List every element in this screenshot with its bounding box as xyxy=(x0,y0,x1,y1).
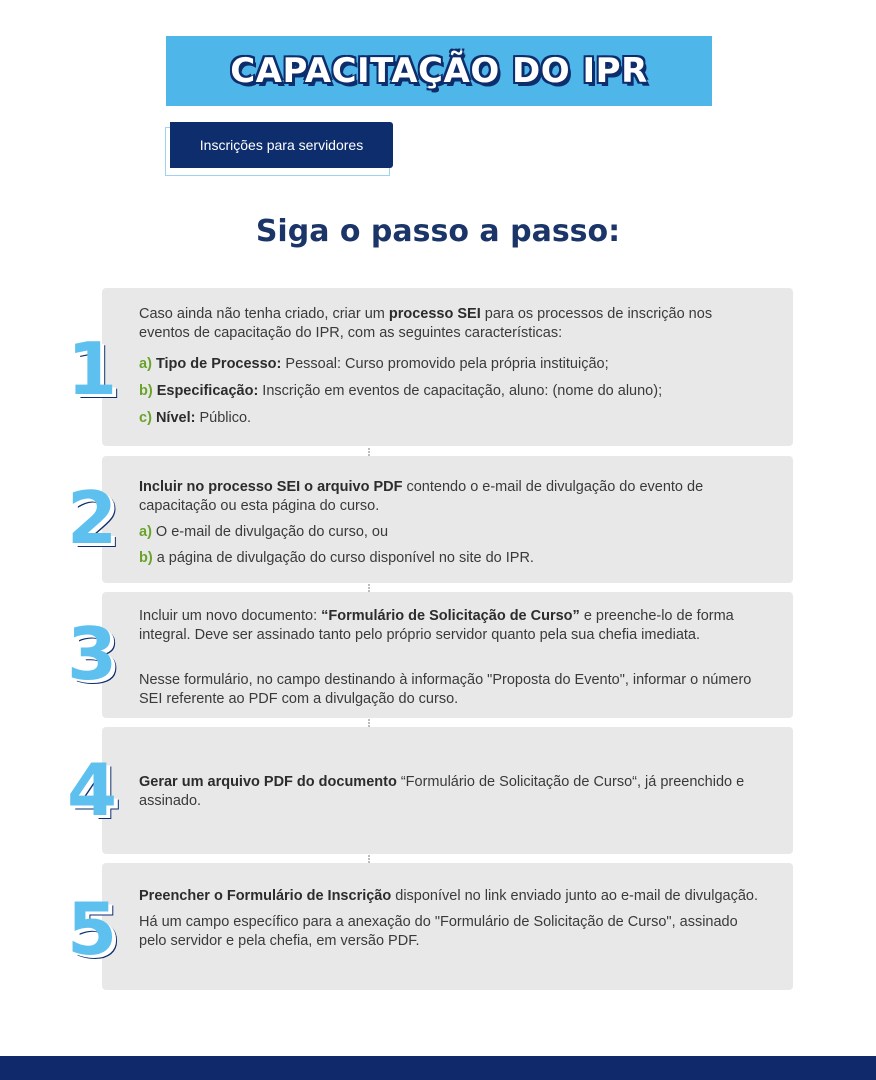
footer-bar xyxy=(0,1056,876,1080)
step-5-card xyxy=(102,863,793,990)
step-3-number: 3 xyxy=(66,612,118,696)
step-3-card xyxy=(102,592,793,718)
dotted-connector xyxy=(368,448,372,456)
subtitle-text: Inscrições para servidores xyxy=(199,137,364,153)
step-5-paragraph-2: Há um campo específico para a anexação do "Formulário de Solicitação de Curso", assinado pelo servidor e pela chefia, em versão PDF. xyxy=(139,914,738,949)
dotted-connector xyxy=(368,855,372,863)
step-5-number: 5 xyxy=(66,887,118,971)
step-1-item-b: b) Especificação: Inscrição em eventos de capacitação, aluno: (nome do aluno); xyxy=(139,383,663,399)
step-2-number: 2 xyxy=(66,476,118,560)
title-banner xyxy=(166,36,712,106)
steps-heading: Siga o passo a passo: xyxy=(255,214,621,249)
step-4-paragraph: Gerar um arquivo PDF do documento “Formulário de Solicitação de Curso“, já preenchido e assinado. xyxy=(139,774,745,809)
step-4-card xyxy=(102,727,793,854)
step-3-paragraph-1: Incluir um novo documento: “Formulário de Solicitação de Curso” e preenche-lo de forma integral. Deve ser assinado tanto pelo próprio servidor quanto pela sua chefia imediata. xyxy=(139,608,734,643)
step-1-intro: Caso ainda não tenha criado, criar um processo SEI para os processos de inscrição nos eventos de capacitação do IPR, com as seguintes características: xyxy=(139,306,713,341)
step-2-item-b: b) a página de divulgação do curso disponível no site do IPR. xyxy=(139,550,534,566)
dotted-connector xyxy=(368,719,372,727)
step-5-paragraph-1: Preencher o Formulário de Inscrição disponível no link enviado junto ao e-mail de divulgação. xyxy=(139,888,758,904)
step-3-paragraph-2: Nesse formulário, no campo destinando à informação "Proposta do Evento", informar o número SEI referente ao PDF com a divulgação do curso. xyxy=(139,672,752,707)
step-4-number: 4 xyxy=(66,748,118,832)
subtitle-badge xyxy=(170,122,393,168)
step-1-item-a: a) Tipo de Processo: Pessoal: Curso promovido pela própria instituição; xyxy=(139,356,609,372)
step-2-intro: Incluir no processo SEI o arquivo PDF contendo o e-mail de divulgação do evento de capacitação ou esta página do curso. xyxy=(139,479,704,514)
step-2-card xyxy=(102,456,793,583)
page-title: CAPACITAÇÃO DO IPR xyxy=(230,51,648,91)
step-1-number: 1 xyxy=(66,327,118,411)
step-2-item-a: a) O e-mail de divulgação do curso, ou xyxy=(139,524,389,540)
dotted-connector xyxy=(368,584,372,592)
step-1-card xyxy=(102,288,793,446)
step-1-item-c: c) Nível: Público. xyxy=(139,410,252,426)
